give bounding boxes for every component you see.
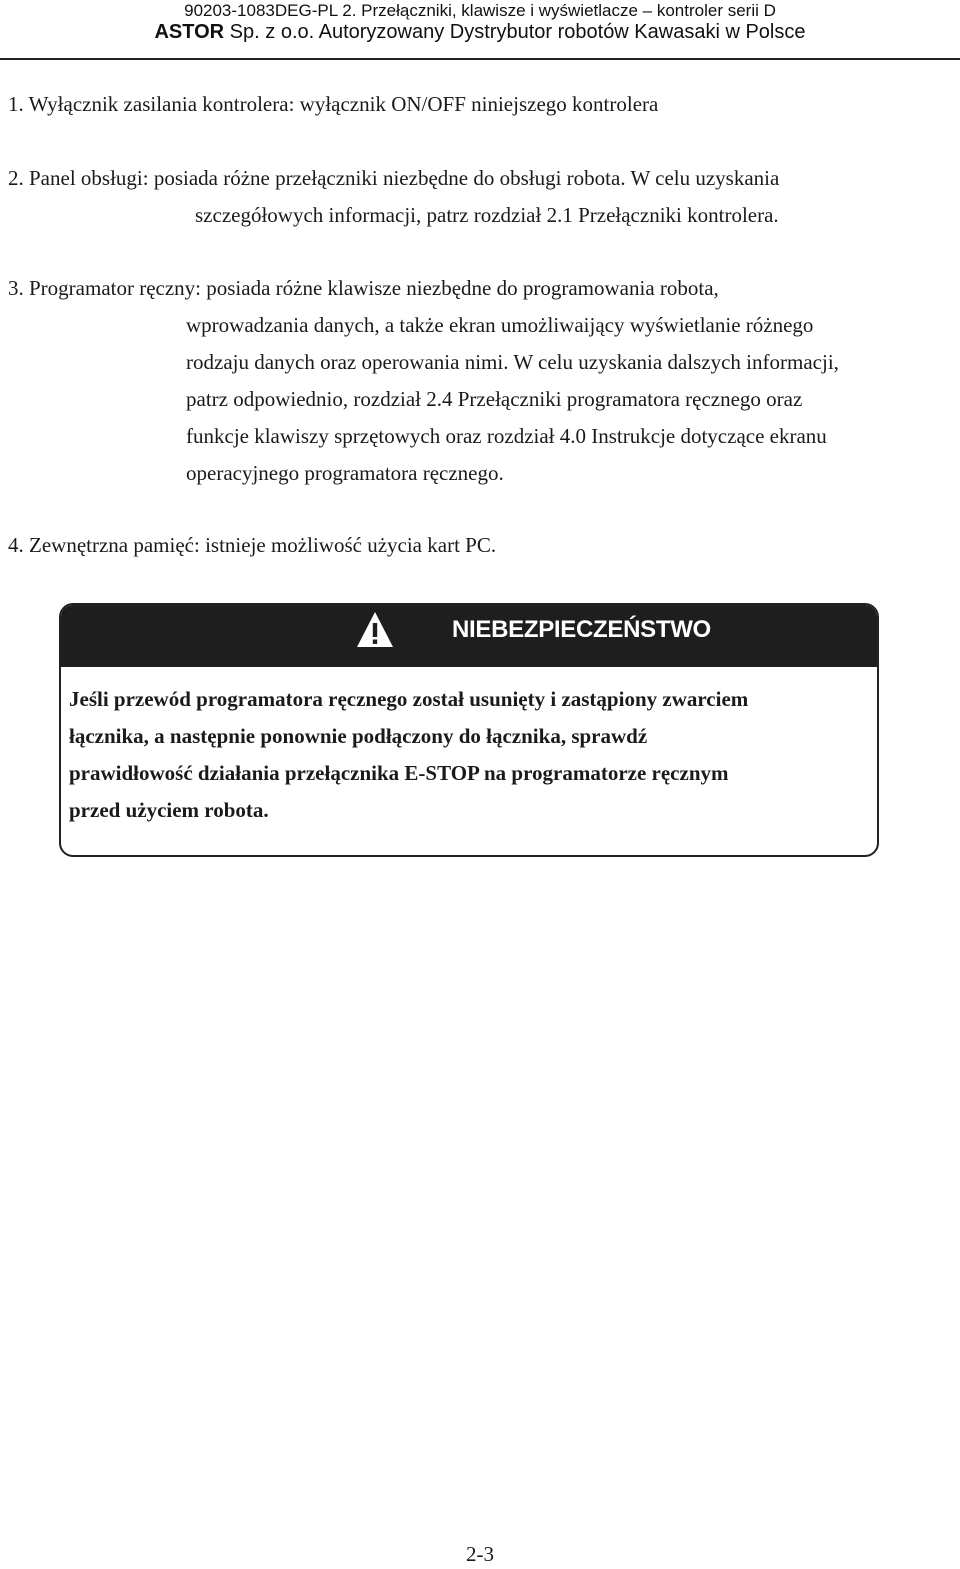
danger-message-line: Jeśli przewód programatora ręcznego został usunięty i zastąpiony zwarciem xyxy=(69,687,749,711)
danger-header-bar xyxy=(61,605,877,667)
company-line xyxy=(0,20,960,44)
danger-message-line: prawidłowość działania przełącznika E-STOP na programatorze ręcznym xyxy=(69,761,729,785)
list-item-3-continuation: rodzaju danych oraz operowania nimi. W celu uzyskania dalszych informacji, xyxy=(186,350,839,374)
list-item-3-continuation: wprowadzania danych, a także ekran umożliwaijący wyświetlanie różnego xyxy=(186,313,814,337)
page-header xyxy=(0,0,960,60)
danger-message-line: łącznika, a następnie ponownie podłączony do łącznika, sprawdź xyxy=(69,724,648,748)
list-item-4 xyxy=(8,527,496,564)
list-item-1-line: 1. Wyłącznik zasilania kontrolera: wyłącznik ON/OFF niniejszego kontrolera xyxy=(8,92,659,116)
list-item-3 xyxy=(8,270,948,492)
company-name: ASTOR xyxy=(154,21,225,43)
list-item-1 xyxy=(8,86,658,123)
danger-notice xyxy=(59,603,879,857)
list-item-4-line: 4. Zewnętrzna pamięć: istnieje możliwość użycia kart PC. xyxy=(8,533,497,557)
company-description: Sp. z o.o. Autoryzowany Dystrybutor robotów Kawasaki w Polsce xyxy=(224,21,806,43)
list-item-3-line: 3. Programator ręczny: posiada różne klawisze niezbędne do programowania robota, xyxy=(8,276,719,300)
list-item-3-continuation: operacyjnego programatora ręcznego. xyxy=(186,461,504,485)
list-item-2-continuation: szczegółowych informacji, patrz rozdział 2.1 Przełączniki kontrolera. xyxy=(195,203,779,227)
danger-message-line: przed użyciem robota. xyxy=(69,798,269,822)
list-item-2 xyxy=(8,160,779,234)
page-number: 2-3 xyxy=(466,1542,494,1566)
document-title-line: 90203-1083DEG-PL 2. Przełączniki, klawisze i wyświetlacze – kontroler serii D xyxy=(184,1,776,20)
danger-title: NIEBEZPIECZEŃSTWO xyxy=(452,616,711,643)
list-item-2-line: 2. Panel obsługi: posiada różne przełączniki niezbędne do obsługi robota. W celu uzyskania xyxy=(8,166,780,190)
warning-triangle-icon xyxy=(355,610,395,650)
danger-message xyxy=(69,681,869,829)
list-item-3-continuation: patrz odpowiednio, rozdział 2.4 Przełączniki programatora ręcznego oraz xyxy=(186,387,803,411)
list-item-3-continuation: funkcje klawiszy sprzętowych oraz rozdział 4.0 Instrukcje dotyczące ekranu xyxy=(186,424,827,448)
